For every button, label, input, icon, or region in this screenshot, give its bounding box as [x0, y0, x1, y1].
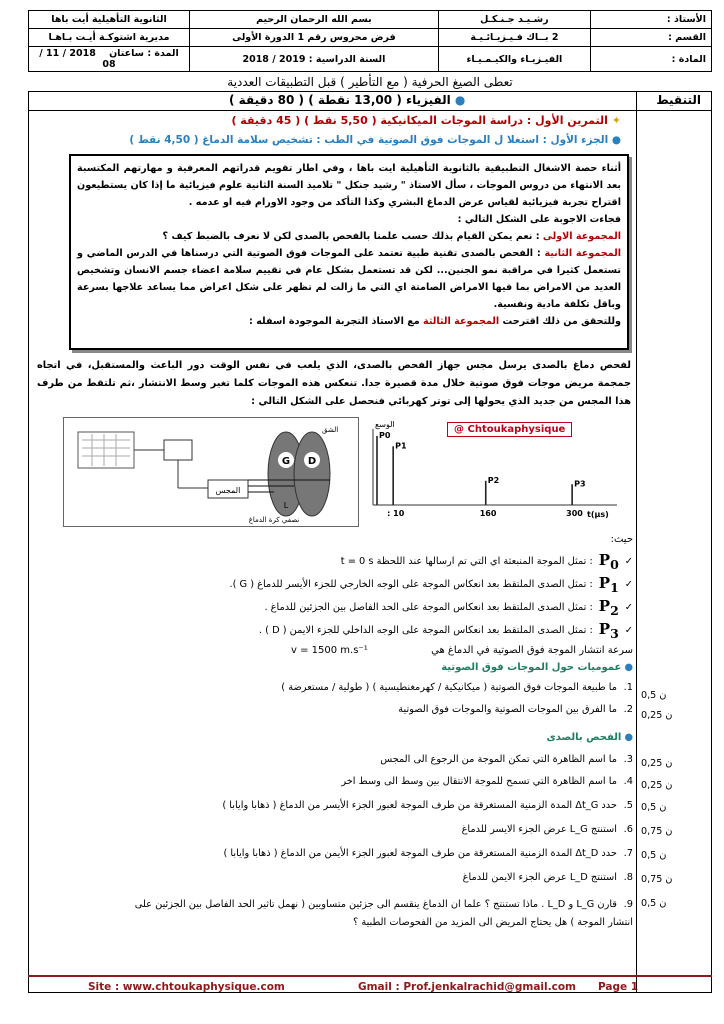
question-text: ما اسم الظاهرة التي تسمح للموجة الانتقال بين وسط الى وسط اخر [341, 776, 617, 787]
points-6: 0,75 ن [641, 826, 673, 837]
intro-g1 [77, 228, 621, 245]
title-divider [29, 110, 711, 111]
peak-label-P0: P0 [379, 430, 391, 440]
points-9: 0,5 ن [641, 898, 667, 909]
group1-text: : نعم يمكن القيام بذلك حسب علمنا بالفحص بالصدى لكن لا نعرف بالضبط كيف ؟ [162, 231, 543, 242]
group2-label: المجموعة الثانية [544, 248, 621, 259]
part1-title [129, 134, 621, 146]
section-name: 2 بــاك فـيـزيـائـيـة [438, 29, 590, 47]
directorate: مديرية اشتوكـة أيـت بـاهـا [29, 29, 190, 47]
duration-date [29, 47, 190, 72]
question-text: ما اسم الظاهرة التي تمكن الموجة من الرجوع الى المجس [380, 754, 617, 765]
where-label: حيث: [610, 534, 633, 545]
question-text: ما طبيعة الموجات فوق الصوتية ( ميكانيكية / كهرمغنطيسية ) ( طولية / مستعرضة ) [281, 682, 617, 693]
peak-def-text: : تمثل الصدى الملتقط بعد انعكاس الموجة على الوجه الداخلي للجزء الايمن ( D ) . [258, 625, 593, 636]
question-1: 1.ما طبيعة الموجات فوق الصوتية ( ميكانيكية / كهرمغنطيسية ) ( طولية / مستعرضة ) [281, 682, 633, 693]
question-text: ما الفرق بين الموجات الصوتية والموجات فوق الصوتية [398, 704, 617, 715]
exam-page [28, 10, 712, 993]
question-2: 2.ما الفرق بين الموجات الصوتية والموجات فوق الصوتية [398, 704, 633, 715]
x-tick-label: : 10 [387, 509, 405, 518]
peak-symbol: $P_2$ [598, 597, 619, 618]
intro-p1: أثناء حصة الاشغال التطبيقية بالثانوية التأهيلية ايت باها ، وفي اطار تقويم قدراتهم المعرفية و مهارتهم المكتسبة بعد الانتهاء من دروس الموجات ، سأل الاستاذ " رشيد جنكل " تلاميذ السنة الثانية علوم فيزيائية ما إذا كان يستطيعون اقتراح تجربة فيزيائية لقياس عرض الدماغ البشري وكذا التأكد من وجود الاورام فيه او عدمه . [77, 163, 621, 208]
main-paragraph: لفحص دماغ بالصدى يرسل مجس جهاز الفحص بالصدى، الذي يلعب في نفس الوقت دور الباعث والمستقبل، في اتجاه جمجمة مريض موجات فوق صوتية خلال مدة قصيرة جدا. تنعكس هذه الموجات كلما تغير وسط الانتشار ،ثم تلتقط من طرف هذا المجس من جديد الذي يحولها إلى توتر كهربائي فنحصل على الشكل التالي : [37, 360, 631, 407]
physics-title [229, 93, 465, 107]
footer-page-number: Page 1 [598, 981, 639, 993]
points-7: 0,5 ن [641, 850, 667, 861]
intro-box [69, 154, 629, 350]
screen-box [78, 432, 134, 468]
x-axis-label: t(μs) [587, 510, 609, 519]
x-tick-label: 300 [566, 509, 583, 518]
watermark-label: @ Chtoukaphysique [447, 422, 572, 437]
teacher-label: الأستاذ : [591, 11, 712, 29]
teacher-name: رشـيـد جـنـكـل [438, 11, 590, 29]
box-small [164, 440, 192, 460]
points-4: 0,25 ن [641, 780, 673, 791]
y-axis-label: الوسع [375, 420, 395, 429]
points-3: 0,25 ن [641, 758, 673, 769]
x-tick-label: 160 [479, 509, 497, 518]
subject-name: الفيـزيـاء والكيـمـيـاء [438, 47, 590, 72]
exercise1-title [231, 114, 621, 127]
intro-p2: فجاءت الاجوبة على الشكل التالي : [457, 214, 621, 225]
bottom-label: نصفي كرة الدماغ [248, 516, 300, 524]
brain-right [294, 432, 330, 516]
question-7: 7.حدد Δt_D المدة الزمنية المستغرقة من طرف الموجة لعبور الجزء الأيمن من الدماغ ( ذهابا وايابا ) [223, 848, 633, 859]
peak-symbol: $P_3$ [598, 620, 619, 641]
peak-label-P1: P1 [395, 441, 407, 451]
peak-def-text: : تمثل الصدى الملتقط بعد انعكاس الموجة على الوجه الخارجي للجزء الأيسر للدماغ ( G ). [229, 579, 593, 590]
peak-label-P2: P2 [487, 475, 500, 485]
bullet-icon: ● [450, 93, 466, 107]
pin-icon: ✦ [607, 114, 621, 127]
question-text: استنتج L_D عرض الجزء الايمن للدماغ [462, 872, 617, 883]
points-5: 0,5 ن [641, 802, 667, 813]
intro-p3a: وللتحقق من ذلك اقترحت [499, 316, 621, 327]
intro-p3b: مع الاستاذ التجربة الموجودة اسفله : [249, 316, 424, 327]
diagram-svg [64, 418, 358, 526]
subject-label: المادة : [591, 47, 712, 72]
intro-p3 [77, 313, 621, 330]
bullet-icon: ● [621, 732, 633, 743]
question-6: 6.استنتج L_G عرض الجزء الايسر للدماغ [461, 824, 633, 835]
points-2: 0,25 ن [641, 710, 673, 721]
section2-heading [113, 732, 633, 743]
peak-def-text: : تمثل الصدى الملتقط بعد انعكاس الموجة على الحد الفاصل بين الجزئين للدماغ . [264, 602, 593, 613]
left-label: G [281, 456, 291, 467]
peak-label-P3: P3 [574, 479, 586, 489]
question-4: 4.ما اسم الظاهرة التي تسمح للموجة الانتقال بين وسط الى وسط اخر [341, 776, 633, 787]
section1-text: عموميات حول الموجات فوق الصوتية [441, 662, 622, 673]
speed-value: v = 1500 m.s⁻¹ [291, 645, 368, 656]
question-3: 3.ما اسم الظاهرة التي تمكن الموجة من الرجوع الى المجس [380, 754, 633, 765]
question-8: 8.استنتج L_D عرض الجزء الايمن للدماغ [462, 872, 633, 883]
question-text: استنتج L_G عرض الجزء الايسر للدماغ [461, 824, 617, 835]
exam-title: فرض محروس رقم 1 الدورة الأولى [190, 29, 439, 47]
question-text: حدد Δt_G المدة الزمنية المستغرقة من طرف الموجة لعبور الجزء الأيسر من الدماغ ( ذهابا وايابا ) [222, 800, 617, 811]
grading-header: التنقيط [656, 93, 701, 107]
check-icon: ✓ [624, 579, 633, 590]
points-1: 0,5 ن [641, 690, 667, 701]
bullet-icon: ● [621, 662, 633, 673]
group2-text: : الفحص بالصدى تقنية طبية تعتمد على الموجات فوق الصوتية التي درسناها في الدرس الماضي و تستعمل كثيرا في مراقبة نمو الجنين... لكن قد تستعمل بشكل عام في تقييم سلامة اعضاء جسم الانسان وتشخيص العديد من الامراض بما فيها الامراض الصامتة اي التي ما زالت لم تظهر على شكل اعراض مما يساعد علاجها بسرعة وباقل تكلفة مادية ونفسية. [77, 248, 621, 310]
intro-g2 [77, 245, 621, 313]
footer-email[interactable]: Gmail : Prof.jenkalrachid@gmail.com [358, 981, 576, 993]
exercise1-text: التمرين الأول : دراسة الموجات الميكانيكية ( 5,50 نقط ) ( 45 دقيقة ) [231, 114, 608, 127]
grading-divider [636, 92, 637, 992]
right-label: D [307, 456, 317, 467]
physics-title-text: الفيزياء ( 13,00 نقطة ) ( 80 دقيقة ) [229, 93, 451, 107]
question-text: قارن L_G و L_D . ماذا تستنتج ؟ علما ان الدماغ ينقسم الى جزئين متساويين ( نهمل تاثير الحد الفاصل بين الجزئين على انتشار الموجة ) هل يحتاج المريض الى المزيد من الفحوصات الطبية ؟ [134, 899, 633, 928]
footer-site[interactable]: Site : www.chtoukaphysique.com [88, 981, 285, 993]
peak-def-0 [113, 550, 633, 573]
question-text: حدد Δt_D المدة الزمنية المستغرقة من طرف الموجة لعبور الجزء الأيمن من الدماغ ( ذهابا وايابا ) [223, 848, 617, 859]
peak-definitions [113, 550, 633, 642]
section1-heading [113, 662, 633, 673]
bullet-icon: ● [608, 134, 621, 146]
header-table [28, 10, 712, 72]
skull-label: الشق [322, 426, 339, 434]
question-5: 5.حدد Δt_G المدة الزمنية المستغرقة من طرف الموجة لعبور الجزء الأيسر من الدماغ ( ذهابا وايابا ) [222, 800, 633, 811]
speed-text: سرعة انتشار الموجة فوق الصوتية في الدماغ هي [431, 645, 633, 656]
duration: المدة : ساعتان [109, 48, 179, 59]
peak-def-2 [113, 596, 633, 619]
exam-date: 2018 / 11 / 08 [39, 48, 116, 70]
school-name: الثانوية التأهيلية أيت باها [29, 11, 190, 29]
section2-text: الفحص بالصدى [546, 732, 622, 743]
instruction-subtitle: تعطى الصيغ الحرفية ( مع التأطير ) قبل التطبيقات العددية [227, 75, 513, 89]
check-icon: ✓ [624, 625, 633, 636]
group3-label: المجموعة الثالثة [423, 316, 500, 327]
basmala: بسم الله الرحمان الرحيم [190, 11, 439, 29]
peak-symbol: $P_1$ [598, 574, 619, 595]
echography-diagram [63, 417, 359, 527]
page-footer [28, 975, 712, 993]
width-label: L [283, 501, 289, 510]
school-year: السنة الدراسية : 2019 / 2018 [190, 47, 439, 72]
check-icon: ✓ [624, 602, 633, 613]
points-8: 0,75 ن [641, 874, 673, 885]
question-9: 9.قارن L_G و L_D . ماذا تستنتج ؟ علما ان الدماغ ينقسم الى جزئين متساويين ( نهمل تاثير الحد الفاصل بين الجزئين على انتشار الموجة ) هل يحتاج المريض الى المزيد من الفحوصات الطبية ؟ [134, 899, 633, 928]
peak-symbol: $P_0$ [598, 551, 619, 572]
group1-label: المجموعة الاولى [542, 231, 621, 242]
check-icon: ✓ [624, 556, 633, 567]
peak-def-text: : تمثل الموجة المنبعثة اي التي تم ارسالها عند اللحظة t = 0 s [340, 556, 593, 567]
section-label: القسم : [591, 29, 712, 47]
exam-frame [28, 91, 712, 993]
peak-def-1 [113, 573, 633, 596]
peak-def-3 [113, 619, 633, 642]
part1-text: الجزء الأول : استغلا ل الموجات فوق الصوتية في الطب : تشخيص سلامة الدماغ ( 4,50 نقط ) [129, 134, 609, 146]
probe-label: المجس [215, 486, 241, 495]
